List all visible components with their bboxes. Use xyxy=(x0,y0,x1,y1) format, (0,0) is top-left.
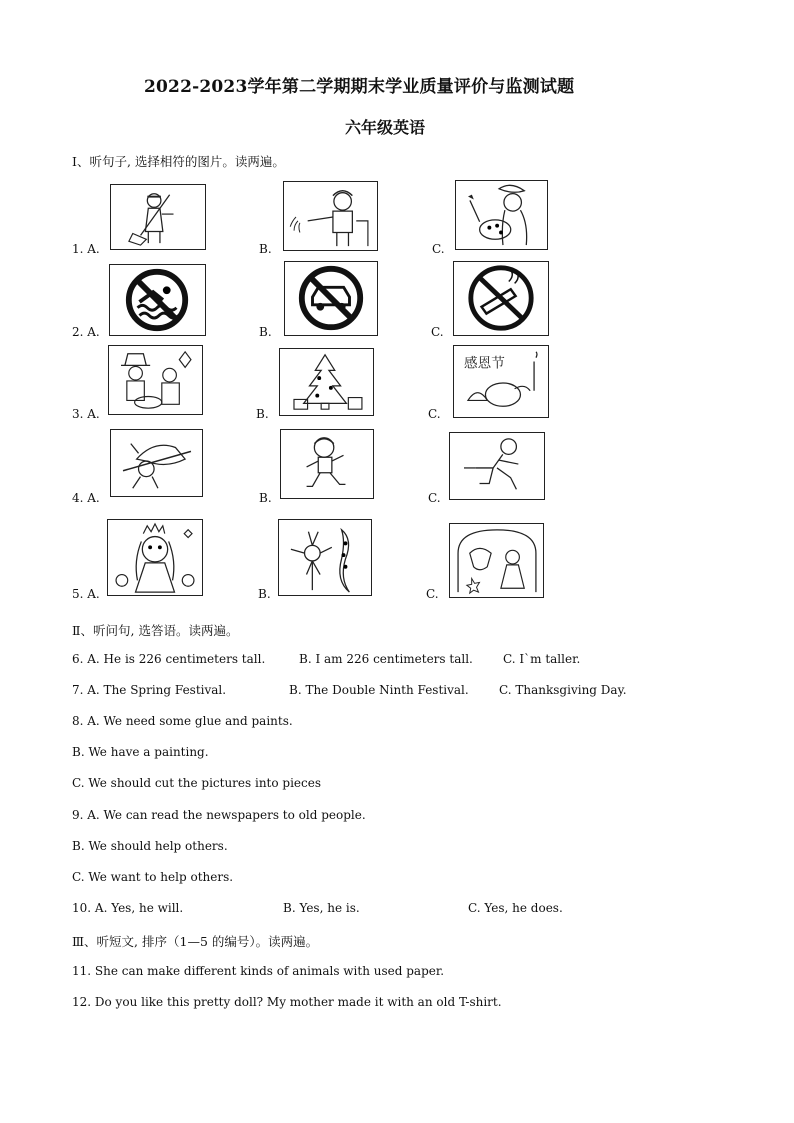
q7-option-c: C. Thanksgiving Day. xyxy=(499,683,627,697)
q8-option-c: C. We should cut the pictures into pieces xyxy=(72,776,322,790)
jumping-boy-icon[interactable] xyxy=(449,432,545,500)
q1-label-b: B. xyxy=(259,242,272,256)
q7-option-a: 7. A. The Spring Festival. xyxy=(72,683,227,697)
q4-label-a: 4. A. xyxy=(72,491,100,505)
sentence-12: 12. Do you like this pretty doll? My mother made it with an old T-shirt. xyxy=(72,995,502,1009)
christmas-tree-icon[interactable] xyxy=(279,348,374,416)
thanksgiving-turkey-icon[interactable] xyxy=(453,345,549,418)
q10-option-c: C. Yes, he does. xyxy=(468,901,563,915)
q3-label-c: C. xyxy=(428,407,441,421)
page-title: 2022-2023学年第二学期期末学业质量评价与监测试题 xyxy=(144,77,575,97)
running-boy-icon[interactable] xyxy=(280,429,374,499)
section-1-heading: Ⅰ、听句子, 选择相符的图片。读两遍。 xyxy=(72,154,285,169)
q2-label-b: B. xyxy=(259,325,272,339)
q9-option-b: B. We should help others. xyxy=(72,839,228,853)
q9-option-a: 9. A. We can read the newspapers to old people. xyxy=(72,808,366,822)
q4-label-b: B. xyxy=(259,491,272,505)
q1-label-c: C. xyxy=(432,242,445,256)
q5-label-c: C. xyxy=(426,587,439,601)
q1-label-a: 1. A. xyxy=(72,242,100,256)
castle-girl-icon[interactable] xyxy=(449,523,544,598)
q6-option-c: C. I`m taller. xyxy=(503,652,581,666)
q10-option-a: 10. A. Yes, he will. xyxy=(72,901,184,915)
mountain-climbing-icon[interactable] xyxy=(110,429,203,497)
q2-label-a: 2. A. xyxy=(72,325,100,339)
q8-option-a: 8. A. We need some glue and paints. xyxy=(72,714,293,728)
section-3-heading: Ⅲ、听短文, 排序（1—5 的编号）。读两遍。 xyxy=(72,934,319,949)
page-subtitle: 六年级英语 xyxy=(345,118,426,137)
no-swimming-icon[interactable] xyxy=(109,264,206,336)
sentence-11: 11. She can make different kinds of animals with used paper. xyxy=(72,964,445,978)
q6-option-b: B. I am 226 centimeters tall. xyxy=(299,652,473,666)
princess-icon[interactable] xyxy=(107,519,203,596)
thanksgiving-pilgrims-icon[interactable] xyxy=(108,345,203,415)
firefighter-icon[interactable] xyxy=(283,181,378,251)
q4-label-c: C. xyxy=(428,491,441,505)
q7-option-b: B. The Double Ninth Festival. xyxy=(289,683,469,697)
section-2-heading: Ⅱ、听问句, 选答语。读两遍。 xyxy=(72,623,239,638)
q3-label-a: 3. A. xyxy=(72,407,100,421)
q8-option-b: B. We have a painting. xyxy=(72,745,209,759)
flowers-icon[interactable] xyxy=(278,519,372,596)
painter-icon[interactable] xyxy=(455,180,548,250)
q5-label-a: 5. A. xyxy=(72,587,100,601)
q3-label-b: B. xyxy=(256,407,269,421)
q5-label-b: B. xyxy=(258,587,271,601)
q2-label-c: C. xyxy=(431,325,444,339)
q10-option-b: B. Yes, he is. xyxy=(283,901,360,915)
sweeper-icon[interactable] xyxy=(110,184,206,250)
no-cars-icon[interactable] xyxy=(284,261,378,336)
q6-option-a: 6. A. He is 226 centimeters tall. xyxy=(72,652,266,666)
svg-text:感恩节: 感恩节 xyxy=(464,355,505,372)
q9-option-c: C. We want to help others. xyxy=(72,870,234,884)
no-smoking-icon[interactable] xyxy=(453,261,549,336)
